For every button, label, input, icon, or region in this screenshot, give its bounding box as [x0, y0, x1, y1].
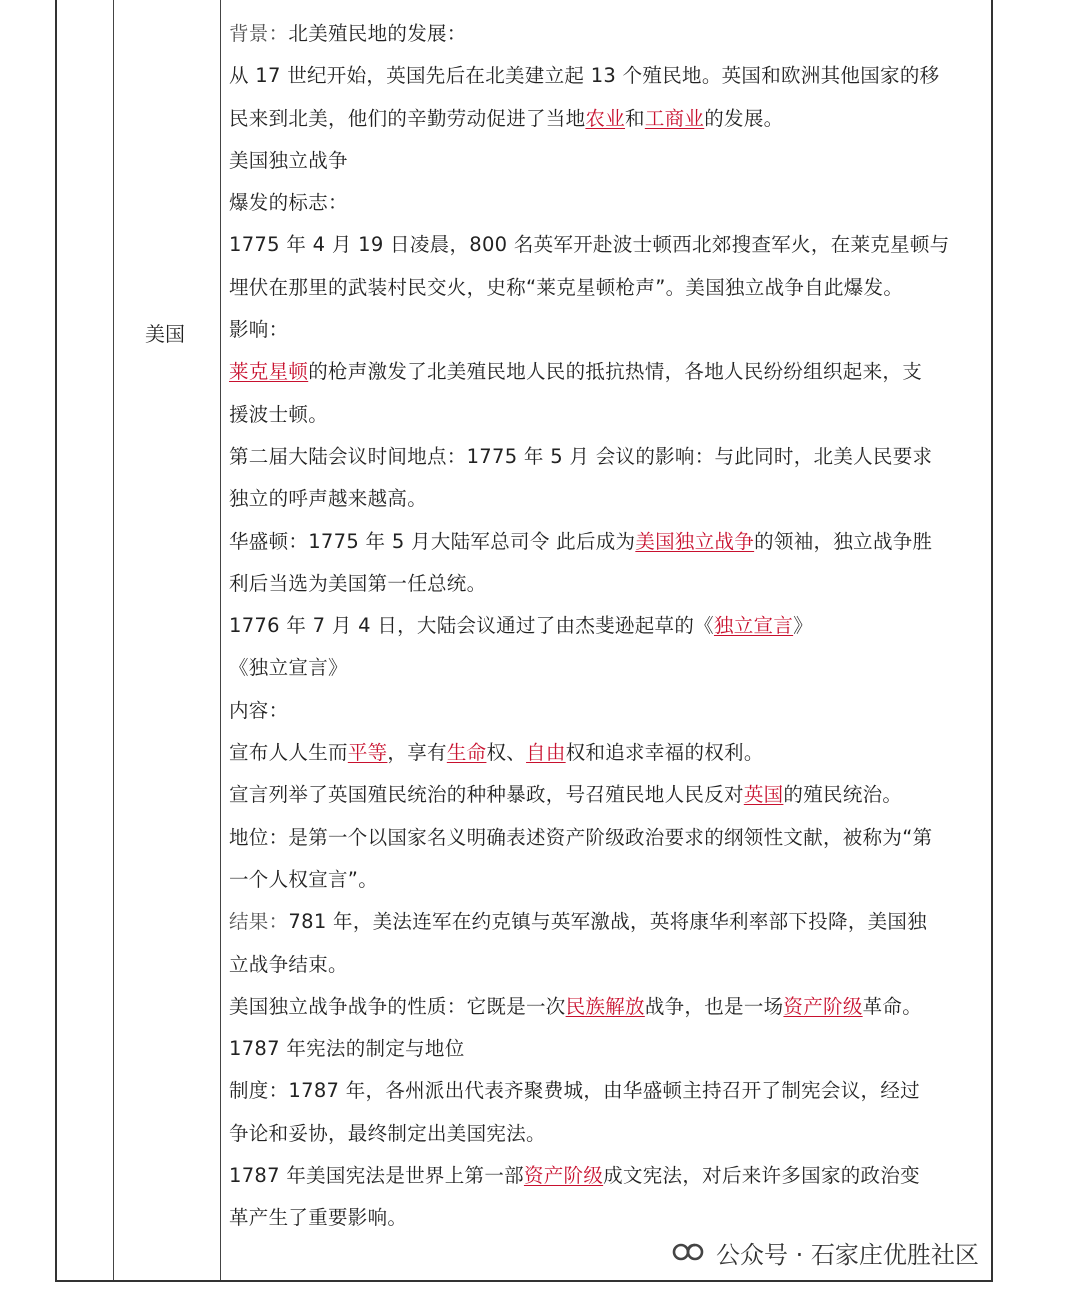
note-text: 《独立宣言》 — [229, 656, 348, 680]
note-text: 埋伏在那里的武装村民交火，史称“莱克星顿枪声”。美国独立战争自此爆发。 — [229, 275, 904, 299]
note-text: 结果： — [229, 910, 289, 934]
note-text: 北美殖民地的发展： — [288, 22, 467, 45]
column-divider-1 — [113, 0, 114, 1280]
note-text: 独立的呼声越来越高。 — [229, 487, 428, 511]
note-text: 》 — [793, 614, 813, 638]
note-text: 的枪声激发了北美殖民地人民的抵抗热情，各地人民纷纷组织起来，支 — [308, 360, 923, 384]
note-text: 民来到北美，他们的辛勤劳动促进了当地 — [229, 106, 586, 130]
note-text: 1787 年宪法的制定与地位 — [229, 1037, 465, 1061]
note-line — [229, 859, 989, 901]
column-divider-2 — [220, 0, 221, 1280]
note-line — [229, 774, 989, 816]
note-line — [229, 732, 989, 774]
note-line — [229, 944, 989, 986]
note-text: 成文宪法，对后来许多国家的政治变 — [603, 1164, 920, 1188]
note-line — [229, 267, 989, 309]
note-line — [229, 394, 989, 436]
note-line — [229, 1155, 989, 1197]
highlighted-keyword: 生命 — [446, 741, 487, 765]
highlighted-keyword: 英国 — [743, 783, 784, 807]
note-line — [229, 1113, 989, 1155]
highlighted-keyword: 农业 — [585, 106, 626, 130]
highlighted-keyword: 资产阶级 — [523, 1164, 604, 1188]
highlighted-keyword: 工商业 — [644, 106, 705, 130]
note-line — [229, 605, 989, 647]
note-line — [229, 478, 989, 520]
watermark-text: 公众号 · 石家庄优胜社区 — [716, 1240, 979, 1269]
note-text: 1776 年 7 月 4 日，大陆会议通过了由杰斐逊起草的《 — [229, 614, 714, 638]
note-text: 制度：1787 年，各州派出代表齐聚费城，由华盛顿主持召开了制宪会议，经过 — [229, 1079, 920, 1103]
note-line — [229, 351, 989, 393]
note-text: 地位：是第一个以国家名义明确表述资产阶级政治要求的纲领性文献，被称为“第 — [229, 825, 933, 849]
note-text: 华盛顿：1775 年 5 月大陆军总司令 此后成为 — [229, 529, 636, 553]
note-line — [229, 55, 989, 97]
note-text: 战争，也是一场 — [644, 994, 784, 1018]
note-line — [229, 98, 989, 140]
note-text: 和 — [625, 106, 645, 130]
note-text: 美国独立战争战争的性质：它既是一次 — [229, 994, 566, 1018]
note-line — [229, 986, 989, 1028]
note-text: 内容： — [229, 698, 289, 722]
note-line — [229, 224, 989, 266]
row-label-country: 美国 — [145, 322, 185, 346]
highlighted-keyword: 民族解放 — [565, 994, 645, 1018]
note-text: 影响： — [229, 318, 289, 342]
note-line — [229, 901, 989, 943]
note-text: 第二届大陆会议时间地点：1775 年 5 月 会议的影响：与此同时，北美人民要求 — [229, 444, 933, 468]
note-text: 的殖民统治。 — [783, 783, 903, 807]
note-text: 背景： — [229, 22, 289, 45]
note-text: 宣布人人生而 — [229, 741, 348, 765]
note-line — [229, 563, 989, 605]
watermark — [672, 1232, 979, 1272]
note-text: 立战争结束。 — [229, 952, 348, 976]
note-text: 革产生了重要影响。 — [229, 1206, 408, 1230]
note-line — [229, 13, 989, 55]
note-line — [229, 182, 989, 224]
note-text: 权和追求幸福的权利。 — [565, 741, 764, 765]
note-text: 爆发的标志： — [229, 191, 348, 215]
note-text: 美国独立战争 — [229, 148, 348, 172]
note-line — [229, 140, 989, 182]
highlighted-keyword: 资产阶级 — [783, 994, 863, 1018]
note-line — [229, 1028, 989, 1070]
note-line — [229, 647, 989, 689]
note-text: 宣言列举了英国殖民统治的种种暴政，号召殖民地人民反对 — [229, 783, 744, 807]
highlighted-keyword: 美国独立战争 — [635, 529, 755, 553]
note-line — [229, 436, 989, 478]
note-text: 从 17 世纪开始，英国先后在北美建立起 13 个殖民地。英国和欧洲其他国家的移 — [229, 64, 940, 88]
note-text: 争论和妥协，最终制定出美国宪法。 — [229, 1121, 546, 1145]
note-text: 革命。 — [862, 994, 923, 1018]
notes-content — [229, 13, 989, 1240]
wechat-channel-icon — [672, 1238, 706, 1266]
note-text: 利后当选为美国第一任总统。 — [229, 571, 487, 595]
note-text: 权、 — [486, 741, 527, 765]
note-text: 的领袖，独立战争胜 — [754, 529, 933, 553]
note-text: 781 年，美法连军在约克镇与英军激战，英将康华利率部下投降，美国独 — [288, 910, 928, 934]
note-text: 1775 年 4 月 19 日凌晨，800 名英军开赴波士顿西北郊搜查军火，在莱克星顿与 — [229, 233, 950, 257]
note-line — [229, 309, 989, 351]
highlighted-keyword: 自由 — [526, 741, 566, 765]
note-line — [229, 690, 989, 732]
note-text: 1787 年美国宪法是世界上第一部 — [229, 1164, 524, 1188]
highlighted-keyword: 平等 — [347, 741, 388, 765]
note-text: 一个人权宣言”。 — [229, 867, 379, 891]
note-text: ，享有 — [387, 741, 447, 765]
note-text: 援波士顿。 — [229, 402, 329, 426]
note-text: 的发展。 — [704, 106, 784, 130]
highlighted-keyword: 莱克星顿 — [229, 360, 309, 384]
highlighted-keyword: 独立宣言 — [713, 614, 794, 638]
note-line — [229, 521, 989, 563]
note-line — [229, 1070, 989, 1112]
note-line — [229, 817, 989, 859]
